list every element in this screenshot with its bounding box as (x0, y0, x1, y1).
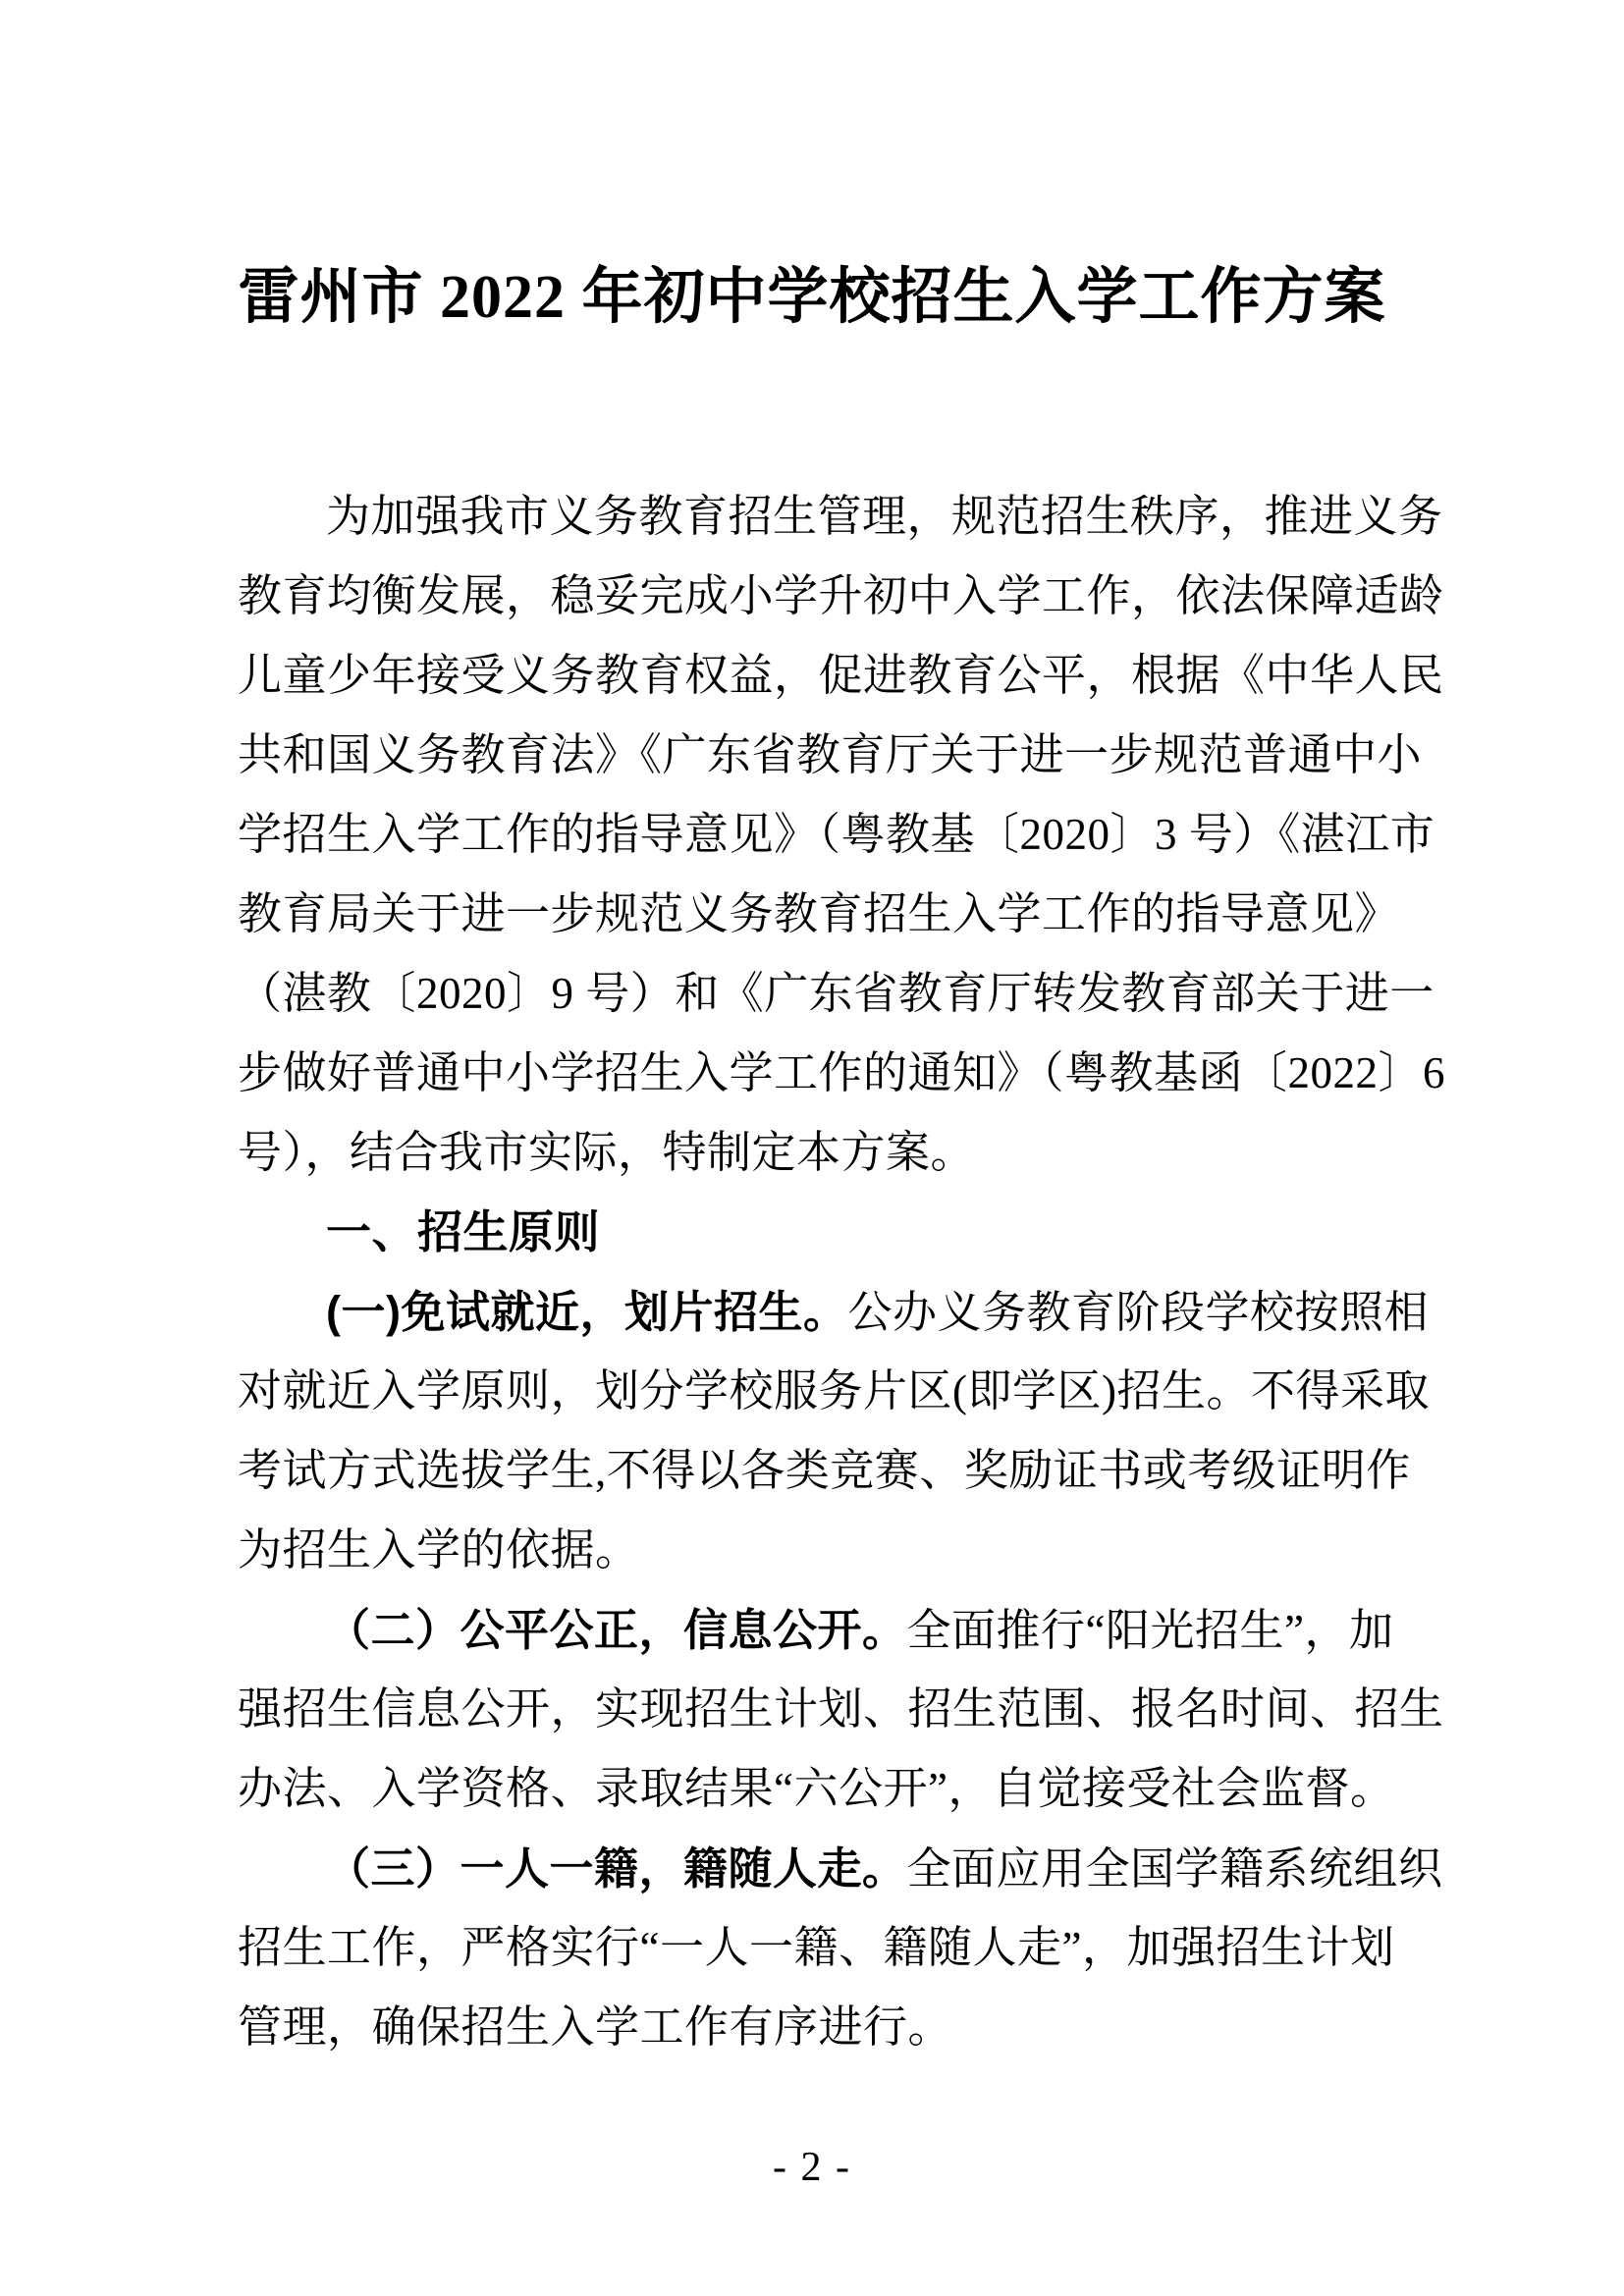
text-line (238, 477, 1443, 557)
body-text: 办法、入学资格、录取结果“六公开”，自觉接受社会监督。 (238, 1764, 1395, 1813)
body-text: 强招生信息公开，实现招生计划、招生范围、报名时间、招生 (238, 1684, 1444, 1734)
bold-lead-text: （三）一人一籍，籍随人走。 (326, 1843, 907, 1894)
text-line (238, 875, 1400, 954)
text-line (238, 1272, 1429, 1352)
body-text: 招生工作，严格实行“一人一籍、籍随人走”，加强招生计划 (238, 1923, 1395, 1972)
intro-paragraph (238, 477, 1446, 1193)
section-item-3 (238, 1829, 1443, 2067)
document-body (238, 477, 1446, 2067)
body-text: 教育均衡发展，稳妥完成小学升初中入学工作，依法保障适龄 (238, 571, 1444, 620)
text-line (238, 1908, 1396, 1988)
bold-lead-text: （二）公平公正，信息公开。 (326, 1605, 907, 1655)
text-line (238, 716, 1423, 795)
page-number: - 2 - (773, 2145, 851, 2190)
text-line (238, 1034, 1446, 1113)
text-line (238, 1988, 1396, 2067)
body-text: 全面应用全国学籍系统组织 (906, 1844, 1443, 1894)
body-text: 儿童少年接受义务教育权益，促进教育公平，根据《中华人民 (238, 651, 1444, 700)
body-text: 学招生入学工作的指导意见》（粤教基〔2020〕3 号）《湛江市 (238, 810, 1435, 859)
body-text: 公办义务教育阶段学校按照相 (847, 1288, 1429, 1337)
section-heading: 一、招生原则 (326, 1206, 600, 1257)
section-item-1 (238, 1272, 1430, 1590)
text-line (238, 1829, 1443, 1908)
text-line (238, 557, 1444, 636)
text-line (238, 1511, 1396, 1590)
body-text: 为加强我市义务教育招生管理，规范招生秩序，推进义务 (326, 492, 1443, 541)
text-line (238, 1113, 1396, 1193)
text-line (238, 1670, 1444, 1749)
body-text: （湛教〔2020〕9 号）和《广东省教育厅转发教育部关于进一 (238, 969, 1435, 1018)
body-text: 教育局关于进一步规范义务教育招生入学工作的指导意见》 (238, 889, 1400, 938)
body-text: 考试方式选拔学生,不得以各类竞赛、奖励证书或考级证明作 (238, 1446, 1411, 1495)
body-text: 管理，确保招生入学工作有序进行。 (238, 2002, 953, 2052)
body-text: 号），结合我市实际，特制定本方案。 (238, 1128, 976, 1177)
text-line (238, 795, 1435, 875)
text-line (238, 954, 1435, 1034)
body-text: 步做好普通中小学招生入学工作的通知》（粤教基函〔2022〕6 (238, 1048, 1446, 1097)
body-text: 共和国义务教育法》《广东省教育厅关于进一步规范普通中小 (238, 730, 1423, 779)
body-text: 为招生入学的依据。 (238, 1525, 640, 1575)
text-line (238, 1590, 1396, 1670)
text-line (238, 1431, 1411, 1511)
section-item-2 (238, 1590, 1444, 1829)
text-line (238, 1352, 1430, 1431)
text-line (238, 1749, 1396, 1829)
page-title: 雷州市 2022 年初中学校招生入学工作方案 (238, 264, 1386, 331)
bold-lead-text: (一)免试就近，划片招生。 (326, 1287, 848, 1337)
text-line (238, 636, 1444, 716)
body-text: 全面推行“阳光招生”，加 (906, 1606, 1394, 1655)
body-text: 对就近入学原则，划分学校服务片区(即学区)招生。不得采取 (238, 1366, 1430, 1415)
